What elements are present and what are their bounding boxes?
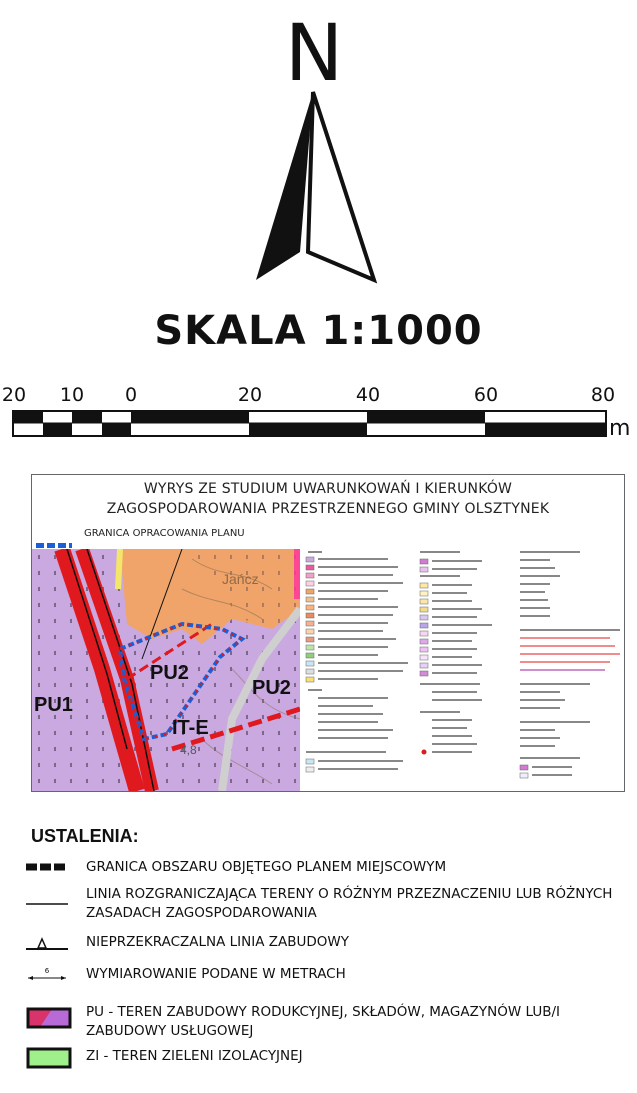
boundary-swatch <box>36 533 72 538</box>
scale-tick-label: 80 <box>590 384 616 406</box>
boundary-label: GRANICA OPRACOWANIA PLANU <box>84 528 245 539</box>
north-arrow <box>250 8 380 298</box>
map-label: PU2 <box>150 662 189 684</box>
dimension-symbol <box>26 965 68 983</box>
zi-swatch <box>26 1047 72 1069</box>
building-line-symbol <box>26 935 68 951</box>
legend-item-text: GRANICA OBSZARU OBJĘTEGO PLANEM MIEJSCOWYM <box>86 859 447 875</box>
legend-item-text: PU - TEREN ZABUDOWY RODUKCYJNEJ, SKŁADÓW, MAGAZYNÓW LUB/I ZABUDOWY USŁUGOWEJ <box>86 1004 561 1039</box>
study-map <box>32 549 300 791</box>
scale-tick-label: 20 <box>237 384 263 406</box>
map-label: IT-E <box>172 717 209 739</box>
scale-title: SKALA 1:1000 <box>154 308 483 354</box>
thin-line-symbol <box>26 902 68 906</box>
legend-item-text: LINIA ROZGRANICZAJĄCA TERENY O RÓŻNYM PRZEZNACZENIU LUB RÓŻNYCH ZASADACH ZAGOSPODAROWANIA <box>86 886 613 921</box>
study-extract-frame <box>31 474 625 792</box>
dashed-boundary-symbol <box>26 863 68 871</box>
scale-tick-label: 40 <box>355 384 381 406</box>
legend-item-text: WYMIAROWANIE PODANE W METRACH <box>86 966 346 982</box>
scale-tick-label: 60 <box>473 384 499 406</box>
map-label: PU1 <box>34 694 73 716</box>
scale-unit: m <box>609 416 631 441</box>
scale-tick-label: 10 <box>59 384 85 406</box>
legend-item-text: NIEPRZEKRACZALNA LINIA ZABUDOWY <box>86 934 349 950</box>
extract-title-line: ZAGOSPODAROWANIA PRZESTRZENNEGO GMINY OLSZTYNEK <box>106 501 550 517</box>
study-legend-thumbnail <box>302 549 624 791</box>
map-label: 4,8 <box>180 743 197 757</box>
dimension-value: 6 <box>44 967 50 975</box>
extract-title-line: WYRYS ZE STUDIUM UWARUNKOWAŃ I KIERUNKÓW <box>143 481 513 497</box>
scale-tick-label: 0 <box>124 384 138 406</box>
extract-title <box>32 479 624 519</box>
legend-item-text: ZI - TEREN ZIELENI IZOLACYJNEJ <box>86 1048 303 1064</box>
pu-swatch <box>26 1007 72 1029</box>
map-label: PU2 <box>252 677 291 699</box>
north-arrow-left-half <box>256 92 313 280</box>
north-arrow-right-half <box>308 92 374 280</box>
settings-heading: USTALENIA: <box>31 826 139 846</box>
north-letter: N <box>284 9 344 99</box>
map-place-name: Jańcz <box>222 571 259 587</box>
scale-tick-label: 20 <box>1 384 27 406</box>
scale-bar <box>12 410 607 438</box>
